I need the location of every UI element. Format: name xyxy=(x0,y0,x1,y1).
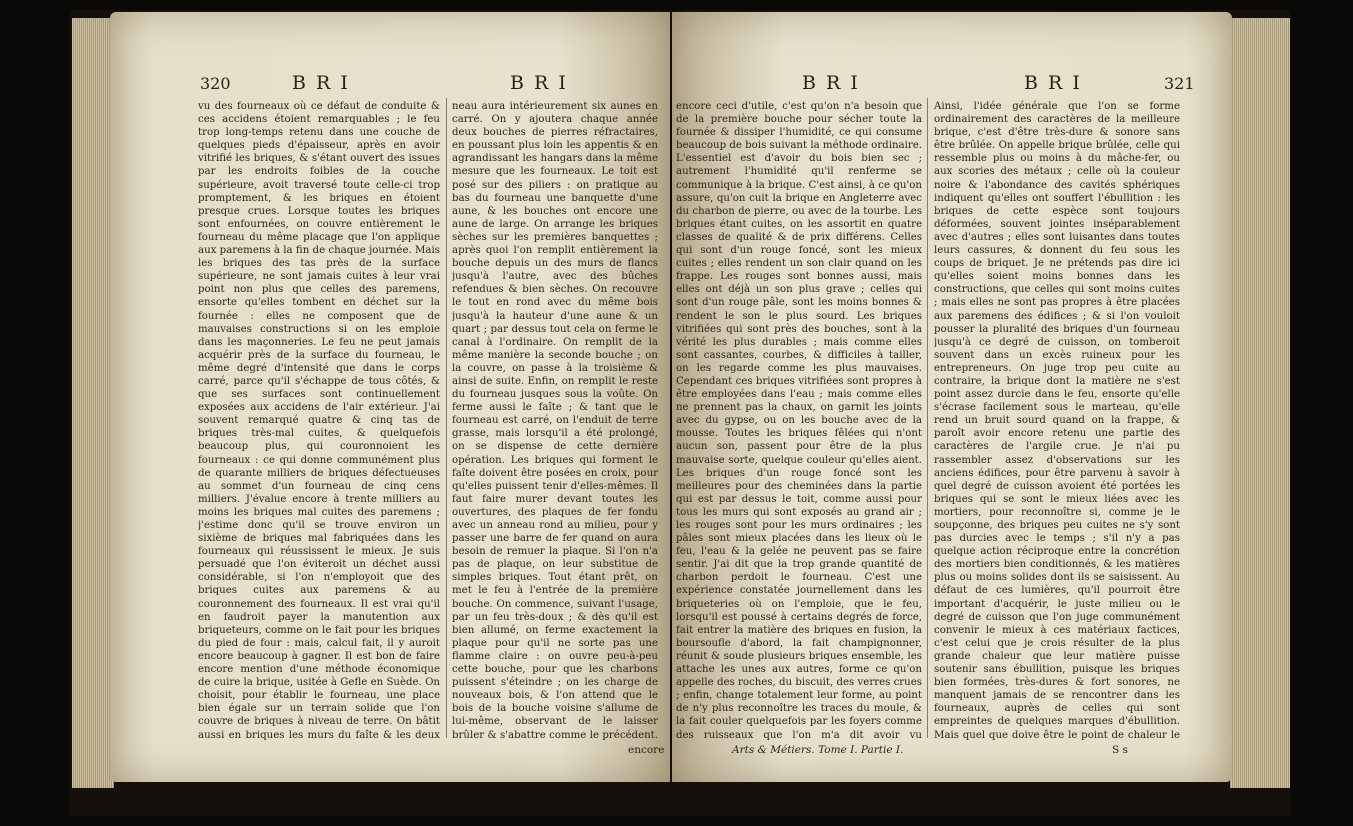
page-footer: Arts & Métiers. Tome I. Partie I. xyxy=(732,744,904,756)
left-page-edges xyxy=(72,18,114,788)
left-running-head-2: B R I xyxy=(510,72,568,94)
right-running-head-2: B R I xyxy=(1024,72,1082,94)
left-running-head-1: B R I xyxy=(292,72,350,94)
left-page-number: 320 xyxy=(200,74,231,93)
right-running-head-1: B R I xyxy=(802,72,860,94)
right-page-number: 321 xyxy=(1164,74,1195,93)
right-page-header xyxy=(672,72,1232,98)
right-page-column-2: Ainsi, l'idée générale que l'on se forme ordinairement des caractères de la meilleure brique, c'est d'être très-dure & sonore sans être brûlée. On appelle brique brûlée, celle qui ressemble plus ou moins à du mâche-fer, ou aux scories des métaux ; celle où la couleur noire & l'abondance des cavités sphériques indiquent qu'elles ont souffert l'ébullition : les briques de cette espèce sont toujours déformées, souvent jointes inséparablement avec d'autres ; elles sont luisantes dans toutes leurs cassures, & donnent du feu sous les coups de briquet. Je ne prétends pas dire ici qu'elles soient moins bonnes dans les constructions, que celles qui sont moins cuites ; mais elles ne sont pas propres à être placées aux paremens des édifices ; & si l'on vouloit pousser la pluralité des briques d'un fourneau jusqu'à ce degré de cuisson, on tomberoit souvent dans un excès ruineux pour les entrepreneurs. On juge trop peu cuite au contraire, la brique dont la matière ne s'est point assez durcie dans le feu, ensorte qu'elle s'écrase facilement sous le marteau, qu'elle rend un bruit sourd quand on la frappe, & paroît avoir encore retenu une partie des caractères de l'argile crue. Je n'ai pu rassembler assez d'observations sur les anciens édifices, pour être parvenu à savoir à quel degré de cuisson avoient été portées les briques qui se sont le mieux liées avec les mortiers, pour reconnoître si, comme je le soupçonne, des briques peu cuites ne s'y sont pas durcies avec le temps ; s'il n'y a pas quelque action réciproque entre la concrétion des mortiers bien conditionnés, & les matières plus ou moins solides dont ils se saisissent. Au défaut de ces lumières, qu'il pourroit être important d'acquérir, le juste milieu ou le degré de cuisson que l'on juge communément convenir le mieux à ces matériaux factices, c'est celui que je crois résulter de la plus grande chaleur que leur matière puisse soutenir sans ébullition, puisque les briques bien formées, très-dures & fort sonores, ne manquent jamais de se rencontrer dans les fourneaux, auprès de celles qui sont empreintes de quelques marques d'ébullition. Mais quel que doive être le point de chaleur le xyxy=(934,101,1180,740)
column-rule xyxy=(446,98,447,738)
left-page-header xyxy=(110,72,670,98)
column-rule xyxy=(927,98,928,738)
right-page-edges xyxy=(1230,18,1290,788)
right-page xyxy=(672,12,1232,782)
left-page-column-2: neau aura intérieurement six aunes en carré. On y ajoutera chaque année deux bouches de pierres réfractaires, en poussant plus loin les appentis & en agrandissant les hangars dans la même mesure que les fourneaux. Le toit est posé sur des piliers : on pratique au bas du fourneau une banquette d'une aune, & les bouches ont encore une aune de large. On arrange les briques sèches sur les premières banquettes ; après quoi l'on remplit entièrement la bouche depuis un des murs de flancs jusqu'à l'autre, avec des bûches refendues & bien sèches. On recouvre le tout en rond avec du même bois jusqu'à la hauteur d'une aune & un quart ; par dessus tout cela on ferme le canal à l'ordinaire. On remplit de la même manière la seconde bouche ; on la couvre, on passe à la troisième & ainsi de suite. Enfin, on remplit le reste du fourneau jusques sous la voûte. On ferme aussi le faîte ; & tant que le fourneau est carré, on l'enduit de terre grasse, mais lorsqu'il a été prolongé, on se dispense de cette dernière opération. Les briques qui forment le faîte doivent être posées en croix, pour qu'elles puissent tenir d'elles-mêmes. Il faut faire murer devant toutes les ouvertures, des plaques de fer fondu avec un anneau rond au milieu, pour y passer une barre de fer quand on aura besoin de remuer la plaque. Si l'on n'a pas de plaque, on leur substitue de simples briques. Tout étant prêt, on met le feu à l'entrée de la première bouche. On commence, suivant l'usage, par un feu très-doux ; & dès qu'il est bien allumé, on ferme exactement la plaque pour qu'il ne sorte pas une flamme claire : on ouvre peu-à-peu cette bouche, pour que les charbons puissent s'éteindre ; on les charge de nouveaux bois, & l'on attend que le bois de la bouche voisine s'allume de lui-même, observant de le laisser brûler & s'abattre comme le précédent. xyxy=(452,101,658,740)
signature-mark: S s xyxy=(1112,744,1128,756)
right-page-column-1: encore ceci d'utile, c'est qu'on n'a besoin que de la première bouche pour sécher toute la fournée & dissiper l'humidité, ce qui consume beaucoup de bois suivant la méthode ordinaire. L'essentiel est d'avoir du bois bien sec ; autrement l'humidité qu'il renferme se communique à la brique. C'est ainsi, à ce qu'on assure, qu'on cuit la brique en Angleterre avec du charbon de pierre, ou avec de la tourbe. Les briques étant cuites, on les assortit en quatre classes de qualité & de prix différens. Celles qui sont d'un rouge foncé, sont les mieux cuites ; elles rendent un son clair quand on les frappe. Les rouges sont bonnes aussi, mais elles ont déjà un son plus grave ; celles qui sont d'un rouge pâle, sont les moins bonnes & rendent le son le plus sourd. Les briques vitrifiées qui sont près des bouches, sont à la vérité les plus durables ; mais comme elles sont cassantes, courbes, & difficiles à tailler, on les regarde comme les plus mauvaises. Cependant ces briques vitrifiées sont propres à être employées dans l'eau ; mais comme elles ne prennent pas la chaux, on garnit les joints avec du gypse, ou on les bouche avec de la mousse. Toutes les briques fêlées qui n'ont aucun son, passent pour être de la plus mauvaise sorte, quelque couleur qu'elles aient. Les briques d'un rouge foncé sont les meilleures pour des cheminées dans la partie qui est par dessus le toit, comme aussi pour tous les murs qui sont exposés au grand air ; les rouges sont pour les murs ordinaires ; les pâles sont mieux placées dans les lieux où le feu, l'eau & la gelée ne peuvent pas se faire sentir. J'ai dit que la trop grande quantité de charbon perdoit le fourneau. C'est une expérience constatée journellement dans les briqueteries où on l'emploie, que le feu, lorsqu'il est poussé à certains degrés de force, fait entrer la matière des briques en fusion, la boursoufle d'abord, la fait champignonner, réunit & soude plusieurs briques ensemble, les attache les unes aux autres, forme ce qu'on appelle des roches, du biscuit, des verres crues ; enfin, change totalement leur forme, au point de n'y plus reconnoître les traces du moule, & la fait couler quelquefois par les foyers comme des ruisseaux que l'on m'a dit avoir vu xyxy=(676,101,922,740)
left-page xyxy=(110,12,670,782)
left-page-column-1: vu des fourneaux où ce défaut de conduite & ces accidens étoient remarquables ; le feu trop long-temps retenu dans une couche de quelques pieds d'épaisseur, après en avoir vitrifié les briques, & s'étant ouvert des issues par les endroits foibles de la couche supérieure, avoit traversé toute celle-ci trop promptement, & les briques en étoient presque crues. Lorsque toutes les briques sont enfournées, on couvre entièrement le fourneau du même placage que l'on applique aux paremens à la fin de chaque journée. Mais les briques des tas près de la surface supérieure, ne sont jamais cuites à leur vrai point non plus que celles des paremens, ensorte qu'elles tombent en déchet sur la fournée : elles ne composent que de mauvaises constructions si on les emploie dans les maçonneries. Le feu ne peut jamais acquérir près de la surface du fourneau, le même degré d'intensité que dans le corps carré, parce qu'il s'échappe de tous côtés, & que ses surfaces sont continuellement exposées aux accidens de l'air extérieur. J'ai souvent remarqué quatre & cinq tas de briques très-mal cuites, & quelquefois beaucoup plus, qui couronnoient les fourneaux : ce qui donne communément plus de quarante milliers de briques défectueuses au sommet d'un fourneau de cinq cens milliers. J'évalue encore à trente milliers au moins les briques mal cuites des paremens ; j'estime donc qu'il se trouve environ un sixième de briques mal fabriquées dans les fourneaux qui réussissent le mieux. Je suis persuadé que l'on éviteroit un déchet aussi considérable, si l'on n'employoit que des briques cuites aux paremens & au couronnement des fourneaux. Il est vrai qu'il en faudroit payer la manutention aux briqueteurs, comme on le fait pour les briques du pied de four : mais, calcul fait, il y auroit encore beaucoup à gagner. Il est bon de faire encore mention d'une méthode économique de cuire la brique, usitée à Gefle en Suède. On choisit, pour établir le fourneau, une place bien égale sur un terrain solide que l'on couvre de briques à niveau de terre. On bâtit aussi en briques les murs du faîte & les deux xyxy=(198,101,440,740)
catchword: encore xyxy=(628,744,665,756)
